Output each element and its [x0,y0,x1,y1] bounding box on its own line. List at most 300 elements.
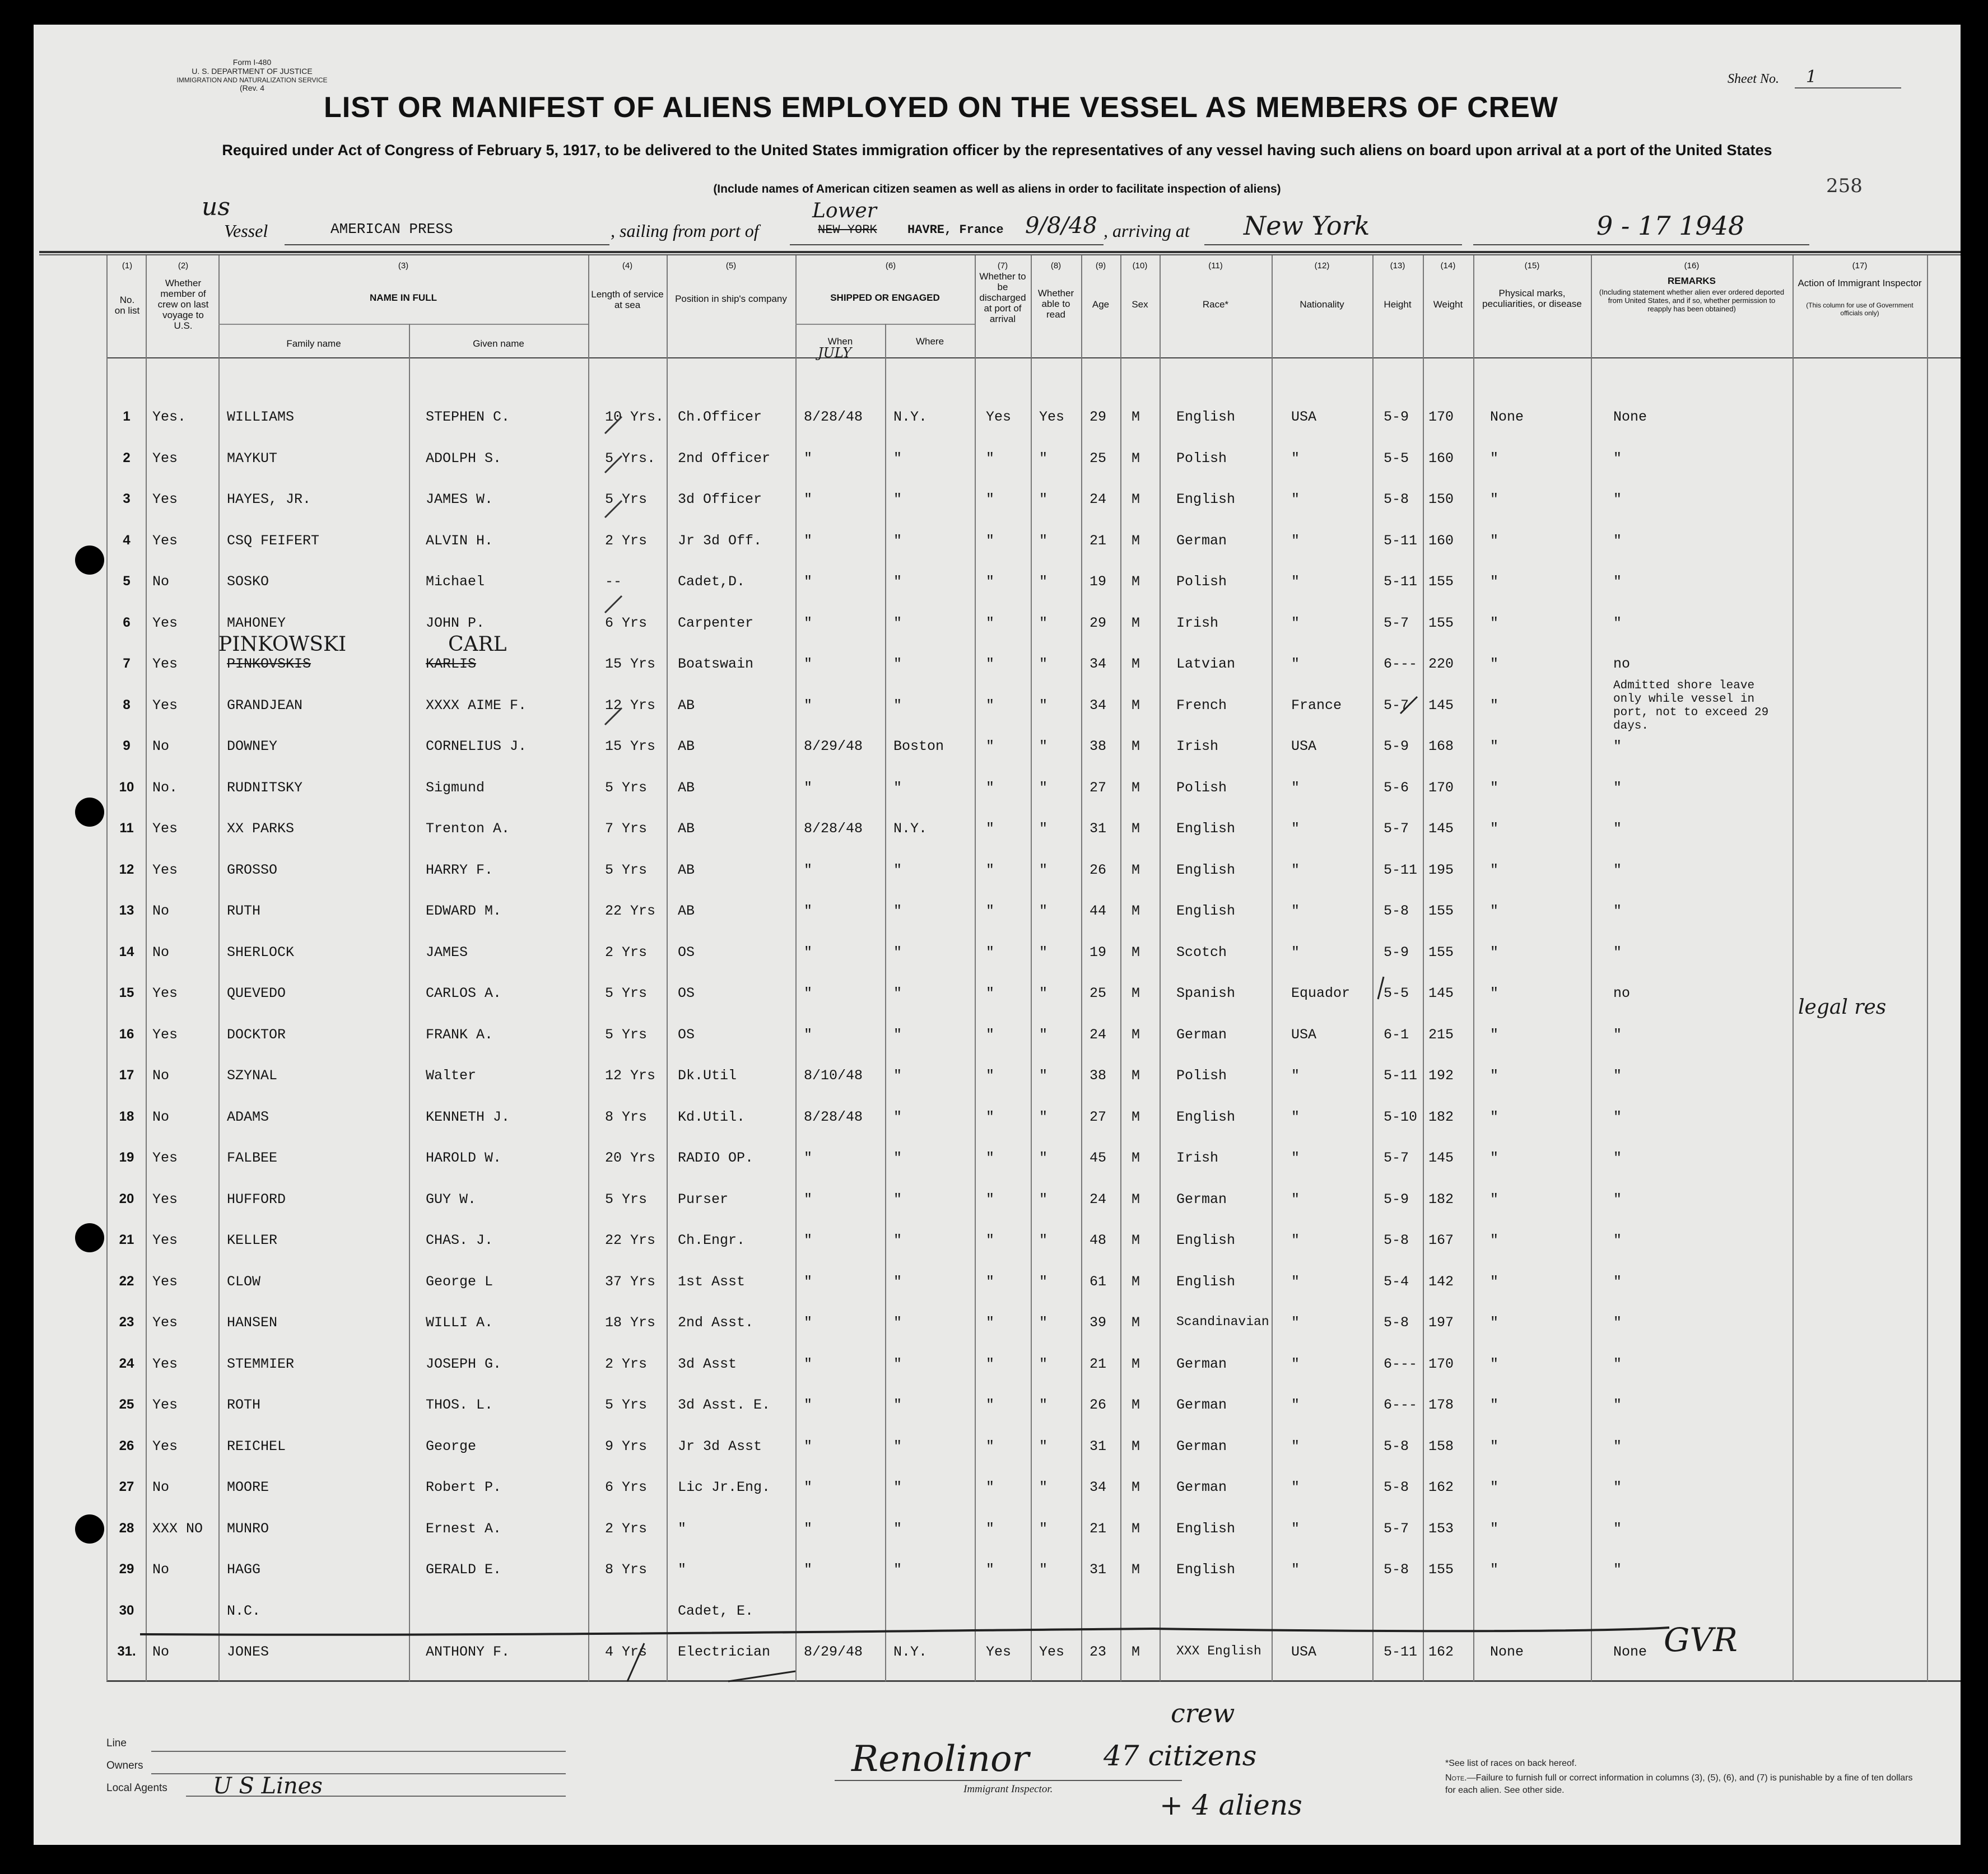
cell-service-length: 22 Yrs [605,1232,656,1248]
col-when: When [827,336,853,347]
cell-able-to-read: " [1039,615,1048,631]
cell-sex: M [1132,574,1140,590]
cell-given-name: EDWARD M. [426,903,502,919]
cell-nationality: Equador [1291,985,1351,1001]
row-number: 29 [119,1561,134,1577]
cell-nationality: " [1291,615,1300,631]
cell-race: Irish [1176,1150,1219,1166]
cell-age: 44 [1090,903,1107,919]
cell-sex: M [1132,1067,1140,1084]
cell-sex: M [1132,1191,1140,1208]
form-department: U. S. DEPARTMENT OF JUSTICE [192,67,313,76]
cell-age: 61 [1090,1274,1107,1290]
cell-weight: 162 [1428,1479,1454,1495]
cell-given-name: GUY W. [426,1191,477,1208]
cell-position: Purser [678,1191,729,1208]
cell-discharged: " [986,533,995,549]
cell-weight: 145 [1428,1150,1454,1166]
form-number: Form I-480 [232,58,272,67]
cell-remarks: no [1613,656,1631,672]
cell-weight: 145 [1428,697,1454,714]
cell-service-length: 5 Yrs [605,491,648,507]
cell-shipped-where: " [893,1067,902,1084]
cell-shipped-when: " [804,1027,813,1043]
cell-position: Jr 3d Asst [678,1438,762,1455]
cell-discharged: " [986,1561,995,1578]
cell-shipped-when: 8/28/48 [804,1109,863,1125]
table-row [34,1221,1961,1262]
cell-service-length: 5 Yrs. [605,450,656,467]
cell-remarks: " [1613,821,1622,837]
row-number: 16 [119,1027,134,1042]
cell-physical-marks: " [1490,1274,1499,1290]
cell-shipped-when: 8/10/48 [804,1067,863,1084]
cell-physical-marks: " [1490,1561,1499,1578]
cell-shipped-where: " [893,1438,902,1455]
col-family-name: Family name [286,338,341,349]
cell-given-name: XXXX AIME F. [426,697,527,714]
cell-service-length: 5 Yrs [605,1027,648,1043]
row7-given-correction: CARL [448,633,507,656]
cell-discharged: " [986,821,995,837]
cell-given-name: CHAS. J. [426,1232,493,1248]
col-num-12: (12) [1314,261,1330,271]
cell-able-to-read: " [1039,738,1048,754]
cell-age: 25 [1090,985,1107,1001]
cell-remarks: " [1613,1521,1622,1537]
cell-last-voyage: Yes [152,1274,178,1290]
cell-physical-marks: " [1490,1150,1499,1166]
cell-height: 5-11 [1384,1644,1418,1660]
cell-position: Carpenter [678,615,754,631]
cell-weight: 220 [1428,656,1454,672]
cell-shipped-when: 8/28/48 [804,821,863,837]
cell-race: German [1176,1438,1227,1455]
cell-sex: M [1132,985,1140,1001]
col-num-2: (2) [178,261,189,271]
cell-last-voyage: No [152,903,170,919]
cell-nationality: " [1291,862,1300,878]
cell-shipped-when: " [804,697,813,714]
cell-weight: 215 [1428,1027,1454,1043]
row-number: 31. [117,1644,136,1659]
cell-family-name: DOWNEY [227,738,278,754]
table-top-rule [39,251,1961,253]
cell-able-to-read: " [1039,450,1048,467]
cell-shipped-where: N.Y. [893,821,928,837]
table-row [34,1345,1961,1386]
cell-discharged: " [986,1479,995,1495]
cell-position: OS [678,985,695,1001]
cell-last-voyage: Yes [152,450,178,467]
cell-height: 5-7 [1384,1521,1409,1537]
cell-race: Polish [1176,1067,1227,1084]
cell-race: Spanish [1176,985,1236,1001]
row-number: 11 [119,821,134,836]
row-number: 7 [123,656,131,671]
cell-last-voyage: Yes [152,821,178,837]
col-nationality: Nationality [1300,299,1344,310]
cell-shipped-when: " [804,903,813,919]
cell-weight: 160 [1428,450,1454,467]
col-num-15: (15) [1524,261,1540,271]
citizen-note: (Include names of American citizen seamen as well as aliens in order to facilitate inspection of aliens) [713,183,1281,195]
cell-discharged: " [986,1314,995,1331]
cell-height: 6--- [1384,656,1418,672]
col-discharged: Whether to be discharged at port of arrival [979,271,1026,324]
sailing-label: , sailing from port of [611,221,759,241]
arriving-label: , arriving at [1104,221,1190,241]
cell-family-name: MAYKUT [227,450,278,467]
cell-age: 39 [1090,1314,1107,1331]
cell-remarks: " [1613,862,1622,878]
cell-given-name: ANTHONY F. [426,1644,510,1660]
cell-given-name: KARLIS [426,656,477,672]
vessel-label: Vessel [224,221,268,241]
cell-race: English [1176,1561,1236,1578]
cell-shipped-where: " [893,1274,902,1290]
cell-last-voyage: Yes [152,1314,178,1331]
cell-remarks: " [1613,1438,1622,1455]
cell-sex: M [1132,1150,1140,1166]
row-number: 12 [119,862,134,877]
cell-given-name: Trenton A. [426,821,510,837]
cell-given-name: HARRY F. [426,862,493,878]
cell-race: English [1176,409,1236,425]
cell-age: 27 [1090,1109,1107,1125]
cell-shipped-where: " [893,1356,902,1372]
cell-able-to-read: " [1039,533,1048,549]
cell-shipped-when: " [804,1356,813,1372]
cell-height: 5-8 [1384,1232,1409,1248]
table-row [34,1468,1961,1509]
cell-age: 21 [1090,1356,1107,1372]
col-given-name: Given name [473,338,524,349]
port-struck: NEW YORK [818,223,877,237]
cell-shipped-when: 8/29/48 [804,1644,863,1660]
cell-height: 5-10 [1384,1109,1418,1125]
cell-last-voyage: No [152,1109,170,1125]
cell-last-voyage: Yes [152,862,178,878]
cell-nationality: " [1291,1356,1300,1372]
col-height: Height [1384,299,1412,310]
cell-able-to-read: " [1039,1150,1048,1166]
cell-able-to-read: " [1039,1397,1048,1413]
cell-family-name: DOCKTOR [227,1027,286,1043]
cell-remarks: " [1613,1561,1622,1578]
page-title: LIST OR MANIFEST OF ALIENS EMPLOYED ON THE VESSEL AS MEMBERS OF CREW [324,91,1558,124]
cell-given-name: CARLOS A. [426,985,502,1001]
cell-able-to-read: " [1039,1356,1048,1372]
col-weight: Weight [1433,299,1463,310]
row16-action-note: legal res [1798,996,1887,1019]
cell-remarks: " [1613,574,1622,590]
cell-last-voyage: No [152,574,170,590]
cell-remarks: " [1613,1027,1622,1043]
cell-service-length: 20 Yrs [605,1150,656,1166]
cell-discharged: " [986,1274,995,1290]
cell-height: 5-8 [1384,1479,1409,1495]
cell-sex: M [1132,821,1140,837]
cell-family-name: N.C. [227,1603,261,1619]
row-number: 4 [123,533,131,548]
cell-weight: 197 [1428,1314,1454,1331]
cell-age: 24 [1090,491,1107,507]
cell-position: 3d Officer [678,491,762,507]
cell-height: 5-11 [1384,1067,1418,1084]
cell-shipped-when: " [804,1232,813,1248]
sail-date: 9/8/48 [1025,213,1097,239]
cell-remarks: Admitted shore leave only while vessel in port, not to exceed 29 days. [1613,679,1769,733]
cell-race: German [1176,1356,1227,1372]
cell-shipped-where: " [893,615,902,631]
cell-last-voyage: Yes [152,1027,178,1043]
cell-shipped-when: " [804,1479,813,1495]
row-number: 14 [119,944,134,959]
inspector-underline [835,1780,1182,1781]
cell-able-to-read: " [1039,944,1048,961]
cell-remarks: " [1613,903,1622,919]
table-row [34,1139,1961,1180]
cell-age: 45 [1090,1150,1107,1166]
cell-discharged: " [986,1521,995,1537]
cell-physical-marks: " [1490,533,1499,549]
cell-shipped-when: 8/28/48 [804,409,863,425]
cell-weight: 195 [1428,862,1454,878]
table-row [34,1509,1961,1551]
cell-physical-marks: " [1490,903,1499,919]
cell-height: 5-6 [1384,780,1409,796]
row-number: 23 [119,1314,134,1330]
cell-family-name: RUDNITSKY [227,780,303,796]
inspector-label: Immigrant Inspector. [963,1783,1053,1795]
cell-shipped-when: " [804,985,813,1001]
cell-position: Ch.Engr. [678,1232,746,1248]
cell-last-voyage: Yes [152,985,178,1001]
cell-shipped-when: " [804,862,813,878]
cell-physical-marks: " [1490,574,1499,590]
table-row [34,1427,1961,1469]
cell-position: OS [678,1027,695,1043]
cell-remarks: " [1613,1191,1622,1208]
cell-height: 5-4 [1384,1274,1409,1290]
cell-nationality: " [1291,1274,1300,1290]
cell-position: AB [678,697,695,714]
col-num-13: (13) [1390,261,1405,271]
col-action-sub: (This column for use of Government officials only) [1806,301,1913,317]
cell-remarks: " [1613,491,1622,507]
cell-height: 5-8 [1384,491,1409,507]
cell-shipped-when: " [804,944,813,961]
cell-last-voyage: No [152,944,170,961]
col-sex: Sex [1132,299,1148,310]
cell-height: 5-9 [1384,1191,1409,1208]
col-num-1: (1) [122,261,133,271]
col-num-11: (11) [1208,261,1223,271]
cell-able-to-read: " [1039,1274,1048,1290]
cell-able-to-read: " [1039,697,1048,714]
table-row [34,1303,1961,1345]
row-number: 28 [119,1521,134,1536]
cell-position: AB [678,821,695,837]
cell-shipped-when: " [804,615,813,631]
inspector-signature: Renolinor [851,1738,1030,1780]
cell-family-name: SHERLOCK [227,944,295,961]
cell-shipped-where: Boston [893,738,944,754]
cell-shipped-when: 8/29/48 [804,738,863,754]
cell-weight: 155 [1428,574,1454,590]
table-row [34,1015,1961,1057]
cell-sex: M [1132,1314,1140,1331]
cell-weight: 170 [1428,1356,1454,1372]
cell-discharged: " [986,574,995,590]
cell-discharged: " [986,491,995,507]
cell-nationality: " [1291,1438,1300,1455]
cell-height: 5-5 [1384,450,1409,467]
cell-age: 25 [1090,450,1107,467]
cell-age: 24 [1090,1191,1107,1208]
cell-discharged: " [986,1356,995,1372]
vessel-name: AMERICAN PRESS [330,221,453,237]
cell-weight: 155 [1428,615,1454,631]
cell-family-name: CLOW [227,1274,261,1290]
cell-physical-marks: " [1490,1479,1499,1495]
cell-discharged: " [986,1438,995,1455]
local-agents-value: U S Lines [213,1773,323,1799]
cell-last-voyage: No [152,1644,170,1660]
cell-age: 29 [1090,409,1107,425]
cell-shipped-when: " [804,1314,813,1331]
cell-given-name: JAMES W. [426,491,493,507]
col-num-4: (4) [622,261,633,271]
cell-race: German [1176,1479,1227,1495]
cell-nationality: " [1291,1561,1300,1578]
row-number: 9 [123,738,131,753]
cell-given-name: HAROLD W. [426,1150,502,1166]
cell-sex: M [1132,1397,1140,1413]
cell-service-length: 10 Yrs. [605,409,664,425]
cell-shipped-where: " [893,450,902,467]
local-agents-label: Local Agents [106,1782,167,1794]
cell-race: German [1176,533,1227,549]
cell-able-to-read: " [1039,821,1048,837]
cell-physical-marks: " [1490,1109,1499,1125]
cell-physical-marks: " [1490,1067,1499,1084]
row-number: 13 [119,903,134,918]
crew-count-note-1: crew [1171,1698,1235,1728]
cell-shipped-where: " [893,491,902,507]
cell-nationality: France [1291,697,1342,714]
cell-shipped-when: " [804,450,813,467]
col-name-in-full: NAME IN FULL [370,292,437,303]
cell-age: 21 [1090,533,1107,549]
cell-family-name: HUFFORD [227,1191,286,1208]
cell-nationality: USA [1291,738,1317,754]
cell-age: 19 [1090,574,1107,590]
cell-family-name: STEMMIER [227,1356,295,1372]
cell-shipped-where: " [893,1232,902,1248]
cell-shipped-when: " [804,1274,813,1290]
cell-nationality: USA [1291,1644,1317,1660]
row-number: 3 [123,491,131,506]
cell-weight: 182 [1428,1109,1454,1125]
cell-given-name: ADOLPH S. [426,450,502,467]
cell-family-name: WILLIAMS [227,409,295,425]
cell-able-to-read: " [1039,1521,1048,1537]
cell-last-voyage: No [152,1561,170,1578]
cell-family-name: FALBEE [227,1150,278,1166]
cell-race: German [1176,1397,1227,1413]
cell-family-name: SOSKO [227,574,269,590]
penalty-note-prefix: Note. [1445,1773,1467,1783]
cell-physical-marks: None [1490,1644,1524,1660]
cell-service-length: 15 Yrs [605,656,656,672]
cell-sex: M [1132,903,1140,919]
cell-service-length: 5 Yrs [605,862,648,878]
cell-nationality: " [1291,903,1300,919]
cell-discharged: " [986,738,995,754]
cell-discharged: " [986,985,995,1001]
cell-physical-marks: " [1490,615,1499,631]
cell-weight: 155 [1428,1561,1454,1578]
cell-discharged: " [986,1067,995,1084]
cell-nationality: " [1291,944,1300,961]
cell-discharged: " [986,1150,995,1166]
cell-weight: 162 [1428,1644,1454,1660]
cell-remarks: " [1613,780,1622,796]
cell-weight: 158 [1428,1438,1454,1455]
cell-service-length: 2 Yrs [605,1521,648,1537]
crew-count-note-3: + 4 aliens [1160,1789,1302,1821]
cell-nationality: " [1291,1521,1300,1537]
col-position: Position in ship's company [675,293,787,304]
cell-nationality: " [1291,574,1300,590]
col-num-14: (14) [1440,261,1456,271]
port-underline [790,244,1104,245]
arriving-underline [1204,244,1462,245]
cell-family-name: HAGG [227,1561,261,1578]
cell-given-name: CORNELIUS J. [426,738,527,754]
cell-age: 48 [1090,1232,1107,1248]
cell-age: 34 [1090,656,1107,672]
cell-race: Irish [1176,615,1219,631]
cell-remarks: " [1613,1067,1622,1084]
table-row [34,933,1961,975]
row-number: 10 [119,780,134,795]
row30-initials: GVR [1664,1621,1738,1659]
cell-race: XXX English [1176,1644,1261,1658]
cell-sex: M [1132,780,1140,796]
cell-given-name: GERALD E. [426,1561,502,1578]
cell-shipped-when: " [804,1521,813,1537]
cell-shipped-where: " [893,697,902,714]
cell-shipped-where: " [893,656,902,672]
cell-last-voyage: No. [152,780,178,796]
cell-given-name: Sigmund [426,780,485,796]
row-number: 6 [123,615,131,630]
cell-service-length: 9 Yrs [605,1438,648,1455]
cell-remarks: no [1613,985,1631,1001]
col-where: Where [915,336,944,347]
cell-remarks: " [1613,1232,1622,1248]
cell-sex: M [1132,1356,1140,1372]
row-number: 1 [123,409,131,424]
cell-sex: M [1132,615,1140,631]
cell-race: German [1176,1027,1227,1043]
cell-age: 38 [1090,1067,1107,1084]
cell-weight: 145 [1428,821,1454,837]
page-stamp: 258 [1826,175,1863,197]
